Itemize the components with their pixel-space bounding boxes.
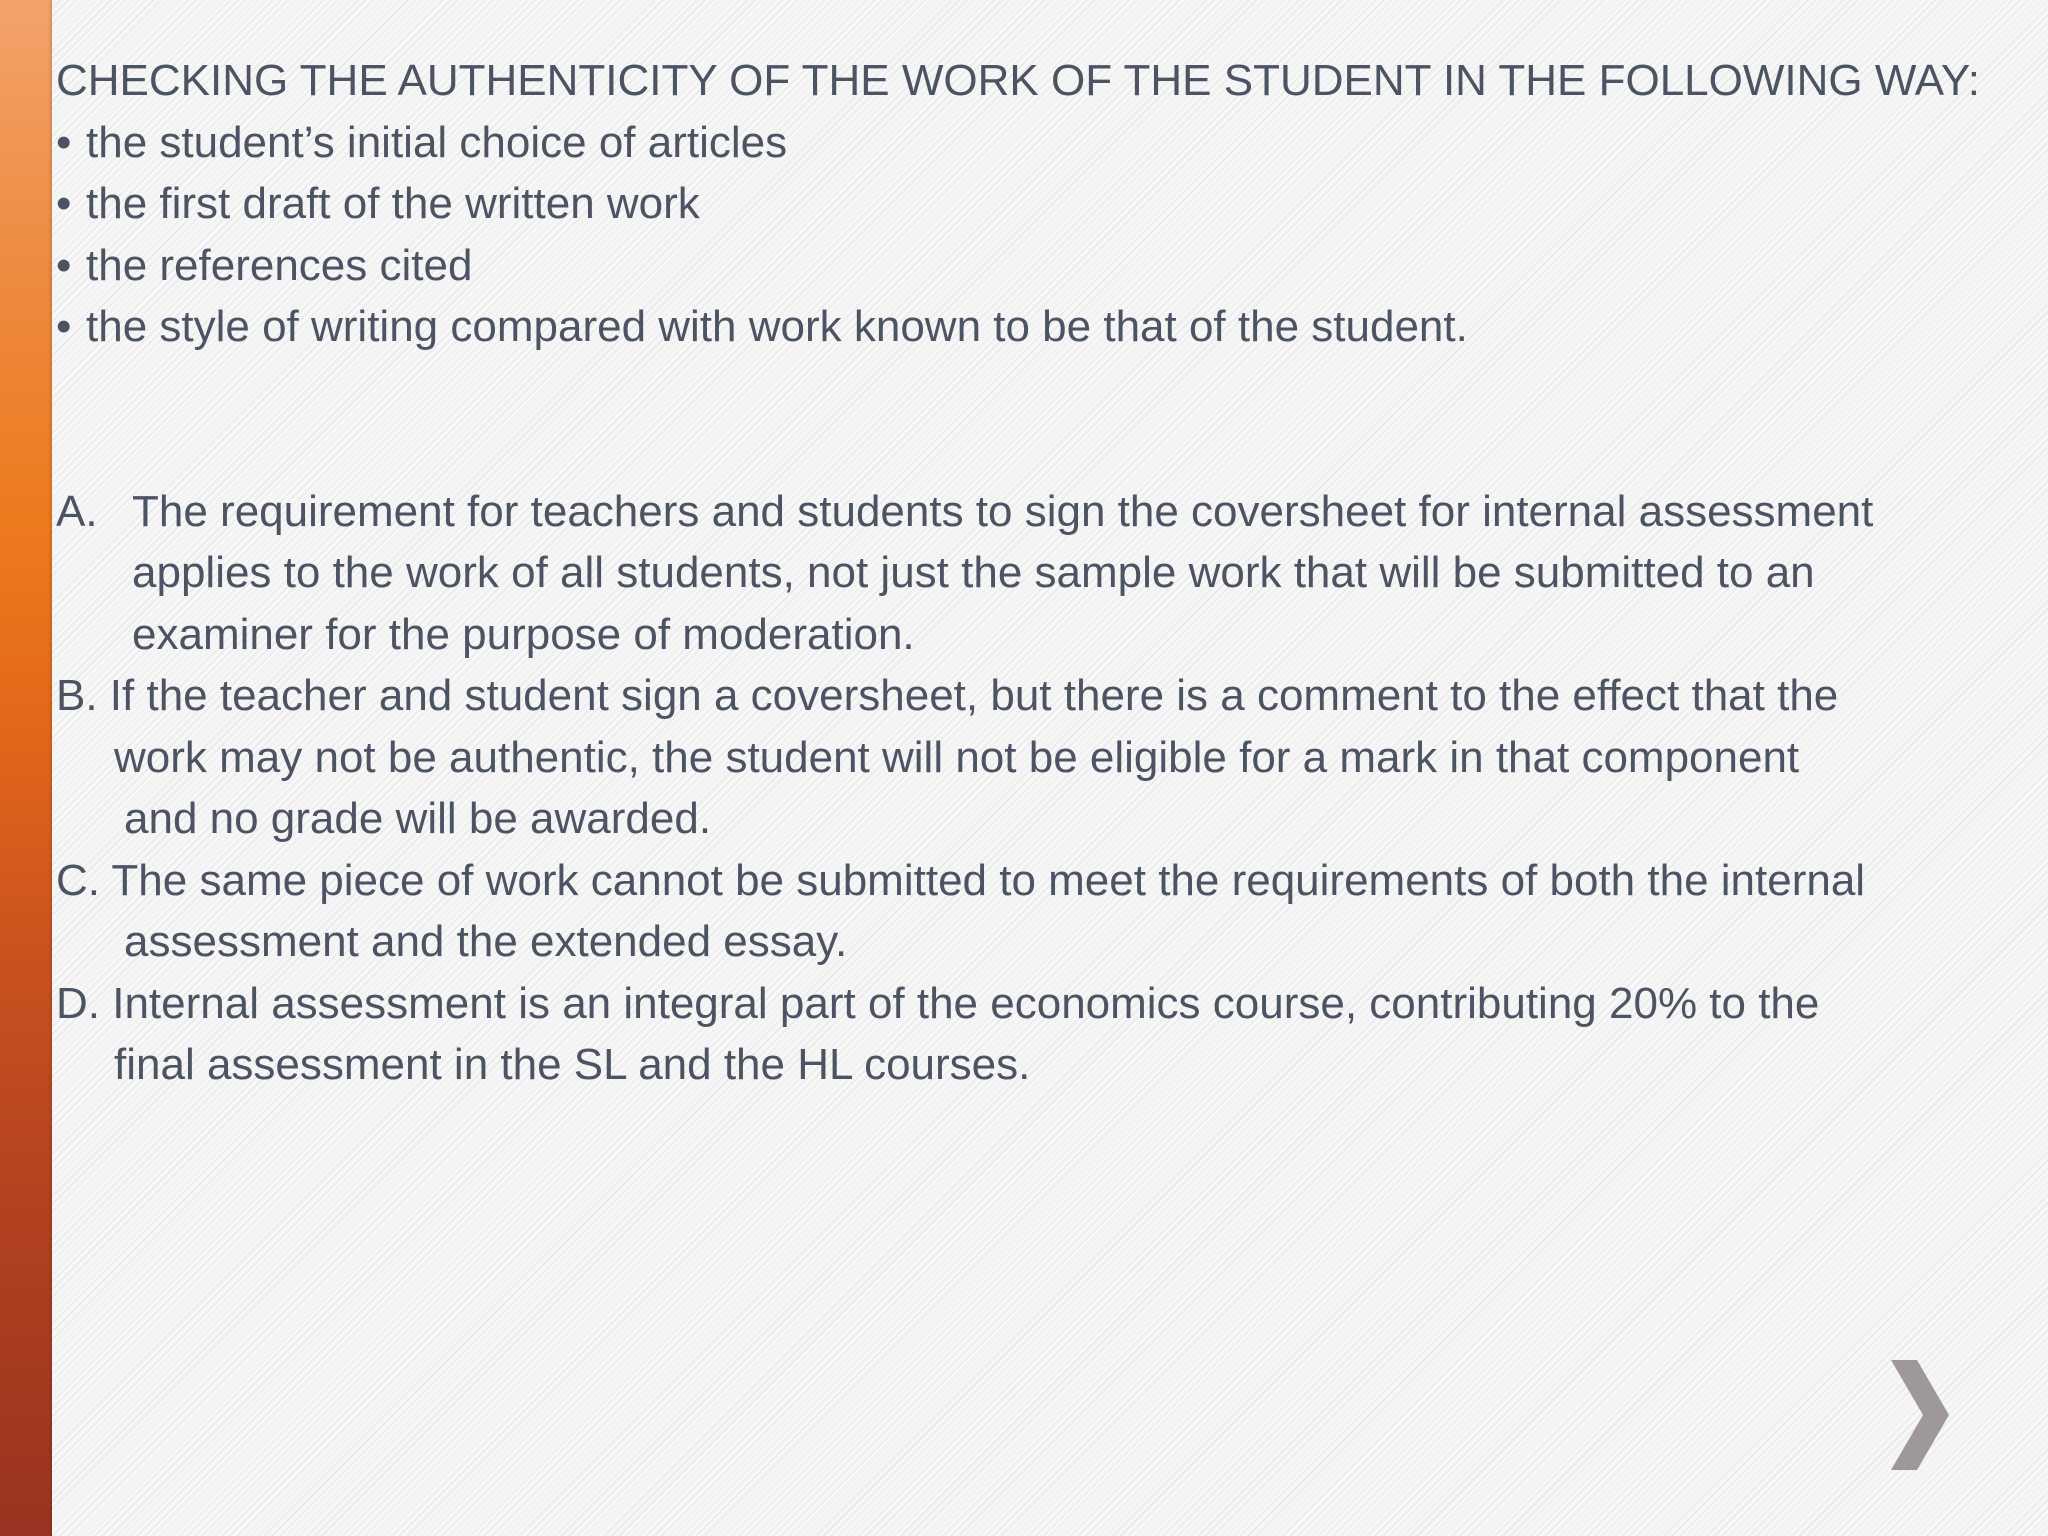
list-item-c: [56, 850, 2016, 973]
bullet-marker: •: [56, 117, 72, 167]
item-text: and no grade will be awarded.: [124, 794, 712, 843]
slide-body: [56, 50, 2016, 1096]
slide-heading: CHECKING THE AUTHENTICITY OF THE WORK OF THE STUDENT IN THE FOLLOWING WAY:: [56, 56, 1980, 105]
bullet-list: [56, 112, 2016, 358]
lettered-list: [56, 481, 2016, 1096]
bullet-item: [56, 235, 2016, 297]
item-text: final assessment in the SL and the HL courses.: [114, 1040, 1031, 1089]
item-text: work may not be authentic, the student will not be eligible for a mark in that component: [114, 732, 1800, 782]
bullet-marker: •: [56, 179, 72, 228]
bullet-marker: •: [56, 240, 72, 290]
bullet-item: [56, 296, 2016, 358]
list-item-b: [56, 665, 2016, 850]
bullet-text: the first draft of the written work: [86, 179, 700, 228]
section-spacer: [56, 358, 2016, 481]
bullet-marker: •: [56, 302, 72, 351]
chevron-right-icon[interactable]: [1885, 1360, 1955, 1470]
list-item-d: [56, 973, 2016, 1096]
item-text: The requirement for teachers and students to sign the coversheet for internal assessment: [132, 486, 1874, 536]
item-text: assessment and the extended essay.: [124, 917, 848, 966]
item-text: B. If the teacher and student sign a coversheet, but there is a comment to the effect that the: [56, 671, 1839, 720]
bullet-text: the style of writing compared with work known to be that of the student.: [86, 302, 1468, 351]
item-letter: A.: [56, 486, 98, 536]
bullet-text: the references cited: [86, 240, 473, 290]
bullet-item: [56, 173, 2016, 235]
item-text: D. Internal assessment is an integral part of the economics course, contributing 20% to the: [56, 978, 1820, 1028]
bullet-item: [56, 112, 2016, 174]
item-text: examiner for the purpose of moderation.: [132, 609, 915, 659]
item-text: C. The same piece of work cannot be submitted to meet the requirements of both the internal: [56, 855, 1866, 905]
item-text: applies to the work of all students, not just the sample work that will be submitted to an: [132, 548, 1815, 597]
list-item-a: [56, 481, 2016, 666]
accent-side-bar: [0, 0, 52, 1536]
bullet-text: the student’s initial choice of articles: [86, 117, 788, 167]
